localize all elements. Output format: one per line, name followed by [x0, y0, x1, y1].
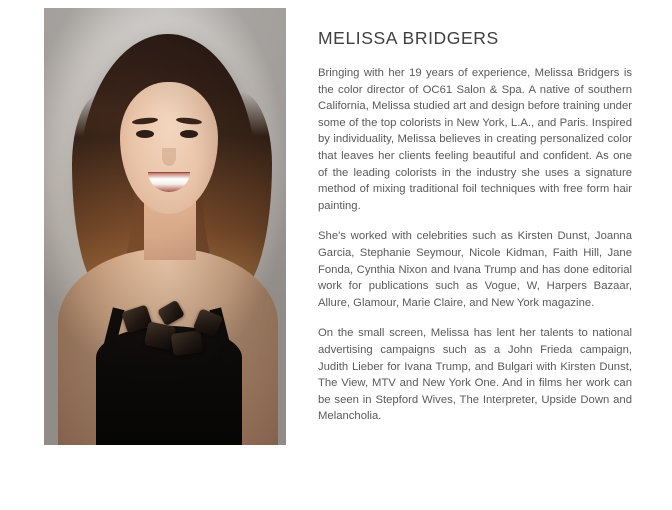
bio-paragraph-1: Bringing with her 19 years of experience, Melissa Bridgers is the color director of OC61 Salon & Spa. A native of southern California, Melissa studied art and design before training under some of the top colorists in New York, L.A., and Paris. Inspired by individuality, Melissa believes in creating personalized color that leaves her clients feeling beautiful and confident. As one of the leading colorists in the industry she uses a signature method of mixing traditional foil techniques with free form hair painting.: [318, 67, 632, 212]
bio-paragraph-3: On the small screen, Melissa has lent her talents to national advertising campaigns such as a John Frieda campaign, Judith Lieber for Ivana Trump, and Bulgari with Kirsten Dunst, The View, MTV and New York One. And in films her work can be seen in Stepford Wives, The Interpreter, Upside Down and Melancholia.: [318, 327, 632, 423]
bio-content: [318, 28, 632, 425]
page-title: MELISSA BRIDGERS: [318, 28, 499, 48]
portrait-photo: [44, 8, 286, 445]
photo-vignette: [44, 8, 286, 445]
bio-paragraph-2: She's worked with celebrities such as Kirsten Dunst, Joanna Garcia, Stephanie Seymour, Nicole Kidman, Faith Hill, Jane Fonda, Cynthia Nixon and Ivana Trump and has done editorial work for publications such as Vogue, W, Harpers Bazaar, Allure, Glamour, Marie Claire, and New York magazine.: [318, 230, 632, 309]
